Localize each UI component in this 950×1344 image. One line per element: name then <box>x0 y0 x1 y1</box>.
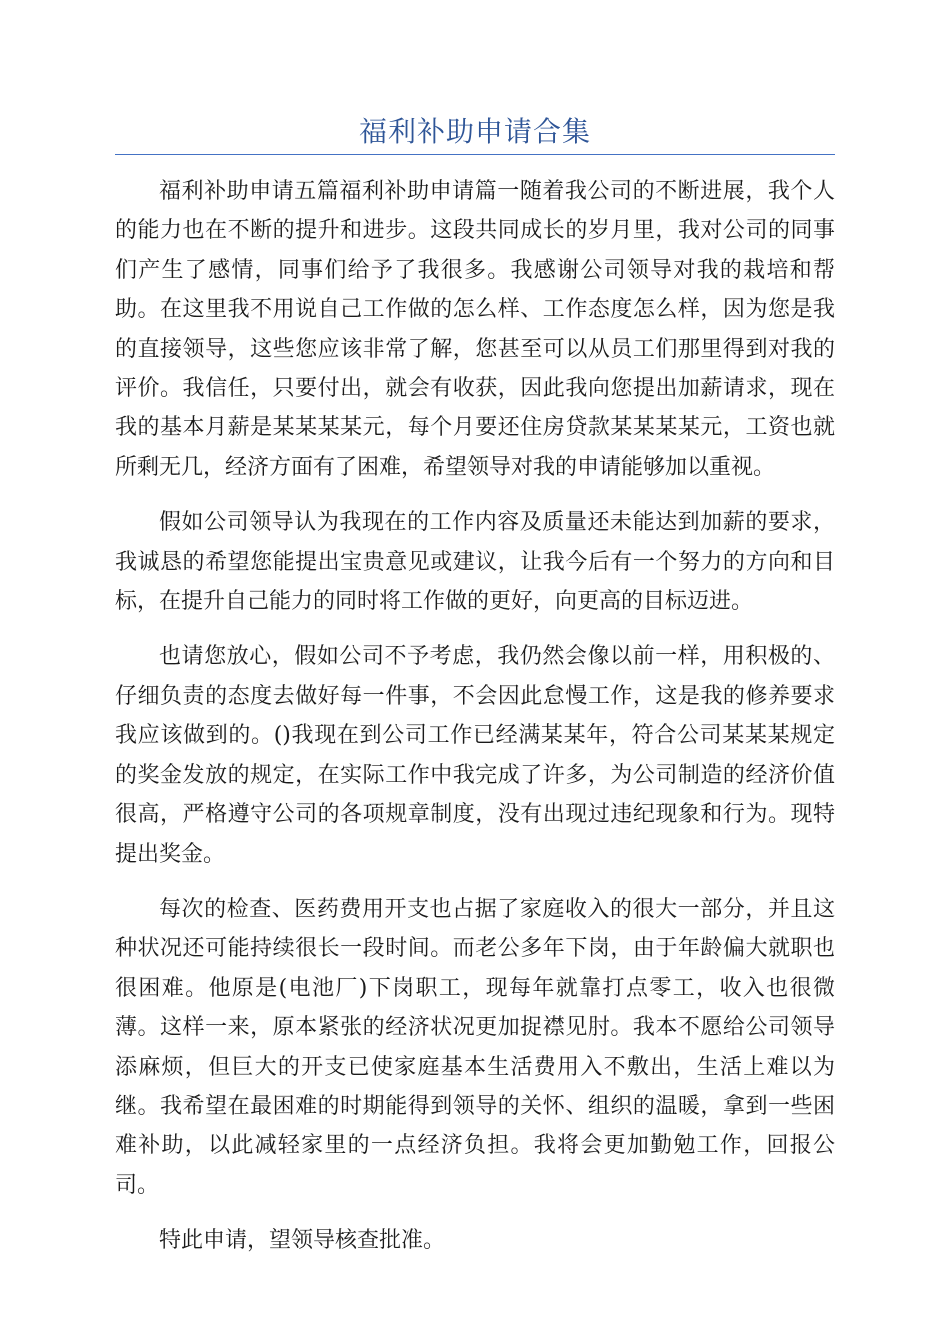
paragraph-1: 福利补助申请五篇福利补助申请篇一随着我公司的不断进展，我个人的能力也在不断的提升和进步。这段共同成长的岁月里，我对公司的同事们产生了感情，同事们给予了我很多。我感谢公司领导对我的栽培和帮助。在这里我不用说自己工作做的怎么样、工作态度怎么样，因为您是我的直接领导，这些您应该非常了解，您甚至可以从员工们那里得到对我的评价。我信任，只要付出，就会有收获，因此我向您提出加薪请求，现在我的基本月薪是某某某某元，每个月要还住房贷款某某某某元，工资也就所剩无几，经济方面有了困难，希望领导对我的申请能够加以重视。 <box>115 179 835 480</box>
paragraph-3: 也请您放心，假如公司不予考虑，我仍然会像以前一样，用积极的、仔细负责的态度去做好每一件事，不会因此怠慢工作，这是我的修养要求我应该做到的。()我现在到公司工作已经满某某年，符合公司某某某规定的奖金发放的规定，在实际工作中我完成了许多，为公司制造的经济价值很高，严格遵守公司的各项规章制度，没有出现过违纪现象和行为。现特提出奖金。 <box>115 644 835 867</box>
paragraph-4: 每次的检查、医药费用开支也占据了家庭收入的很大一部分，并且这种状况还可能持续很长一段时间。而老公多年下岗，由于年龄偏大就职也很困难。他原是(电池厂)下岗职工，现每年就靠打点零工，收入也很微薄。这样一来，原本紧张的经济状况更加捉襟见肘。我本不愿给公司领导添麻烦，但巨大的开支已使家庭基本生活费用入不敷出，生活上难以为继。我希望在最困难的时期能得到领导的关怀、组织的温暖，拿到一些困难补助，以此减轻家里的一点经济负担。我将会更加勤勉工作，回报公司。 <box>115 896 835 1198</box>
paragraph-2: 假如公司领导认为我现在的工作内容及质量还未能达到加薪的要求，我诚恳的希望您能提出宝贵意见或建议，让我今后有一个努力的方向和目标，在提升自己能力的同时将工作做的更好，向更高的目标迈进。 <box>115 510 835 615</box>
closing-paragraph: 特此申请，望领导核查批准。 <box>159 1228 446 1254</box>
document-title: 福利补助申请合集 <box>358 115 591 148</box>
document-body <box>115 172 835 1277</box>
title-underline <box>115 154 835 155</box>
